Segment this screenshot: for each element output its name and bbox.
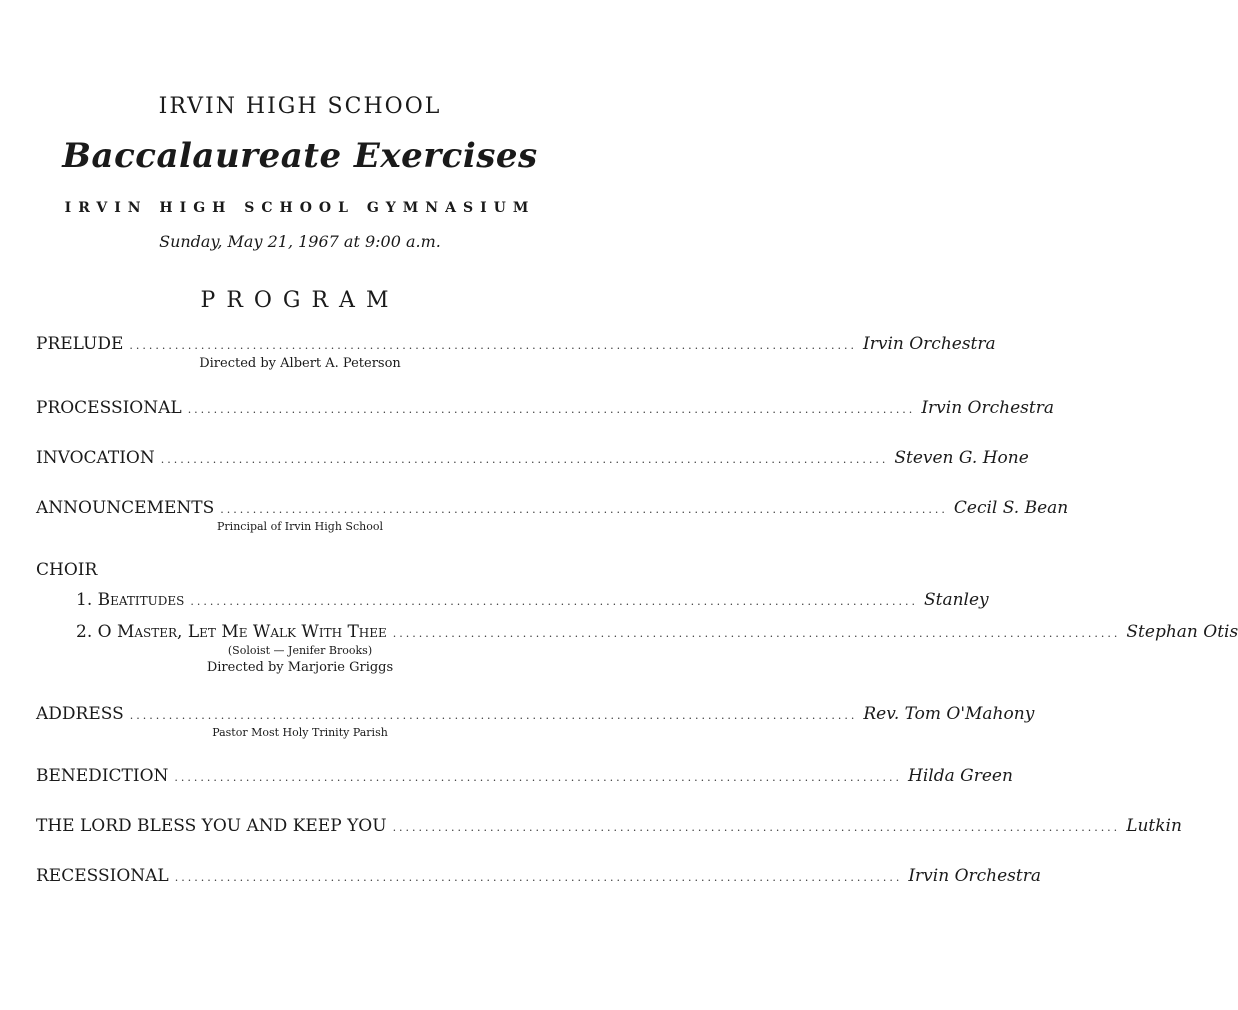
program-heading: PROGRAM [200,288,400,313]
dot-leader: ................................................................................................................ [174,871,903,884]
item-performer: Cecil S. Bean [953,498,1069,518]
item-performer: Steven G. Hone [894,448,1029,468]
choir-heading: CHOIR [36,560,98,580]
address-note: Pastor Most Holy Trinity Parish [212,726,388,739]
item-label: PRELUDE [36,334,124,354]
program-item-processional [36,398,1054,418]
item-label: ADDRESS [36,704,124,724]
item-label: BENEDICTION [36,766,169,786]
song-title: 2. O Master, Let Me Walk With Thee [76,622,387,642]
announcements-note: Principal of Irvin High School [217,520,383,533]
program-item-benediction [36,766,1013,786]
item-performer: Hilda Green [908,766,1013,786]
dot-leader: ................................................................................................................ [392,627,1121,640]
dot-leader: ................................................................................................................ [187,403,916,416]
dot-leader: ................................................................................................................ [190,595,918,608]
dot-leader: ................................................................................................................ [392,821,1121,834]
choir-song-2 [76,622,1238,642]
item-performer: Irvin Orchestra [921,398,1054,418]
choir-heading-row [36,560,556,580]
program-item-prelude [36,334,996,354]
dot-leader: ................................................................................................................ [129,339,857,352]
item-label: RECESSIONAL [36,866,169,886]
song-composer: Stephan Otis [1126,622,1238,642]
venue: IRVIN HIGH SCHOOL GYMNASIUM [64,200,536,216]
choir-director-note: Directed by Marjorie Griggs [206,660,394,675]
item-label: PROCESSIONAL [36,398,182,418]
program-item-recessional [36,866,1041,886]
program-item-announcements [36,498,1069,518]
prelude-note: Directed by Albert A. Peterson [199,356,401,371]
item-label: INVOCATION [36,448,155,468]
dot-leader: ................................................................................................................ [220,503,948,516]
item-label: THE LORD BLESS YOU AND KEEP YOU [36,816,387,836]
song-composer: Stanley [923,590,989,610]
item-performer: Lutkin [1126,816,1182,836]
soloist-note: (Soloist — Jenifer Brooks) [227,644,373,657]
dot-leader: ................................................................................................................ [160,453,889,466]
item-label: ANNOUNCEMENTS [36,498,215,518]
item-performer: Irvin Orchestra [863,334,996,354]
school-name: IRVIN HIGH SCHOOL [158,94,442,119]
program-item-invocation [36,448,1029,468]
dot-leader: ................................................................................................................ [174,771,903,784]
program-item-address [36,704,1035,724]
choir-song-1 [76,590,989,610]
item-performer: Rev. Tom O'Mahony [863,704,1035,724]
song-title: 1. Beatitudes [76,590,185,610]
item-performer: Irvin Orchestra [908,866,1041,886]
event-title: Baccalaureate Exercises [62,136,538,176]
program-item-lord-bless [36,816,1182,836]
event-date: Sunday, May 21, 1967 at 9:00 a.m. [159,232,441,251]
dot-leader: ................................................................................................................ [129,709,858,722]
